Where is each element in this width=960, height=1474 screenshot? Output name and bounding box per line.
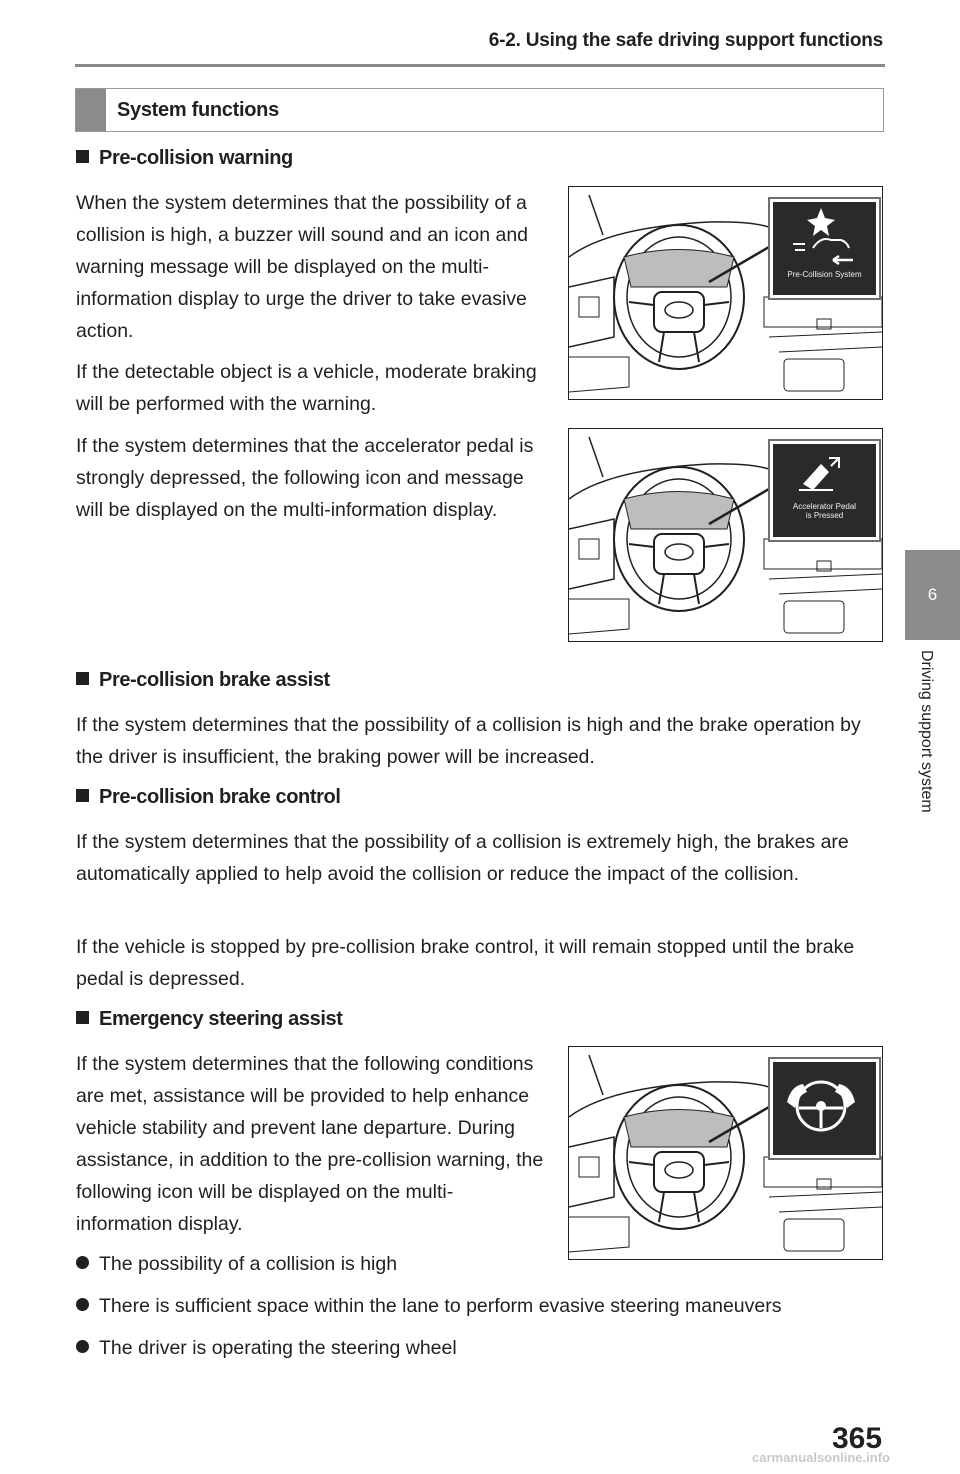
heading-brake-assist: Pre-collision brake assist — [76, 669, 330, 692]
paragraph-brake-control-1: If the system determines that the possibility of a collision is extremely high, the brakes are automatically applied to help avoid the collision or reduce the impact of the collision. — [76, 831, 849, 885]
square-bullet-icon — [76, 789, 89, 802]
bullet-item: There is sufficient space within the lane to perform evasive steering maneuvers — [76, 1290, 781, 1322]
steering-hands-icon — [773, 1062, 870, 1149]
chapter-tab-number: 6 — [905, 550, 960, 640]
section-title: System functions — [117, 99, 279, 121]
round-bullet-icon — [76, 1298, 89, 1311]
display-message-line2: is Pressed — [805, 511, 844, 520]
watermark: carmanualsonline.info — [752, 1450, 890, 1465]
paragraph-brake-assist: If the system determines that the possibility of a collision is high and the brake operation by the driver is insufficient, the braking power will be increased. — [76, 714, 861, 768]
page-number: 365 — [832, 1422, 883, 1455]
figure-pre-collision-display — [568, 186, 883, 400]
round-bullet-icon — [76, 1256, 89, 1269]
display-message-line1: Accelerator Pedal — [792, 502, 857, 511]
section-header-box — [75, 88, 884, 132]
paragraph-steering-assist: If the system determines that the following conditions are met, assistance will be provided to help enhance vehicle stability and prevent lane departure. During assistance, in addition to the pre-collision warning, the following icon will be displayed on the multi-information display. — [76, 1053, 544, 1235]
header-divider — [75, 64, 885, 67]
mid-display — [770, 441, 879, 540]
round-bullet-icon — [76, 1340, 89, 1353]
chapter-tab-label: Driving support system — [918, 650, 935, 813]
figure-steering-display — [568, 1046, 883, 1260]
paragraph-warning-2: If the detectable object is a vehicle, moderate braking will be performed with the warning. — [76, 361, 537, 415]
square-bullet-icon — [76, 672, 89, 685]
heading-brake-control: Pre-collision brake control — [76, 786, 341, 809]
mid-display — [770, 1059, 879, 1158]
section-header-bar — [76, 89, 106, 131]
display-message: Pre-Collision System — [787, 270, 862, 279]
square-bullet-icon — [76, 1011, 89, 1024]
paragraph-warning-3: If the system determines that the accelerator pedal is strongly depressed, the following icon and message will be displayed on the multi-information display. — [76, 435, 534, 521]
paragraph-warning-1: When the system determines that the possibility of a collision is high, a buzzer will sound and an icon and warning message will be displayed on the multi-information display to urge the driver to take evasive action. — [76, 192, 529, 342]
square-bullet-icon — [76, 150, 89, 163]
figure-accelerator-display — [568, 428, 883, 642]
bullet-item: The possibility of a collision is high — [76, 1248, 397, 1280]
mid-display — [770, 199, 879, 298]
paragraph-brake-control-2: If the vehicle is stopped by pre-collision brake control, it will remain stopped until the brake pedal is depressed. — [76, 936, 855, 990]
bullet-item: The driver is operating the steering wheel — [76, 1332, 457, 1364]
page-header-title: 6-2. Using the safe driving support functions — [488, 30, 883, 51]
heading-pre-collision-warning: Pre-collision warning — [76, 147, 293, 170]
heading-steering-assist: Emergency steering assist — [76, 1008, 342, 1031]
